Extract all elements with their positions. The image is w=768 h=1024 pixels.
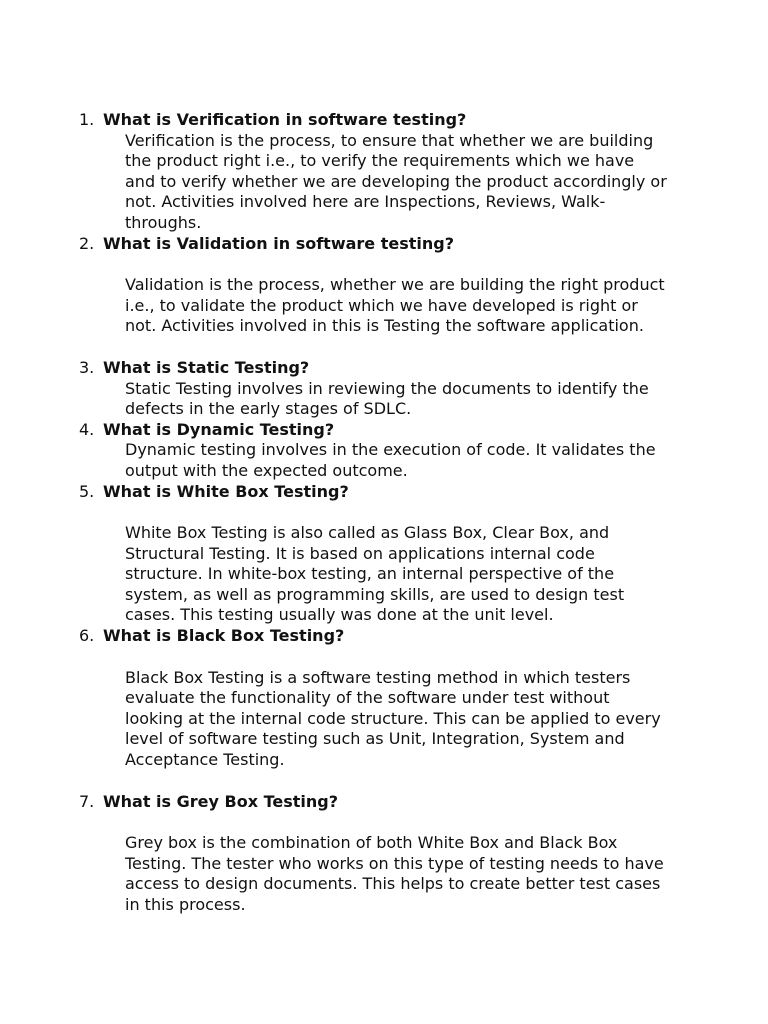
- item-number: 1.: [79, 110, 95, 129]
- answer-text: Grey box is the combination of both White Box and Black Box Testing. The tester who works on this type of testing needs to have access to design documents. This helps to create better test cases in this process.: [125, 833, 664, 914]
- faq-item-3: [0, 358, 768, 420]
- item-number: 3.: [79, 357, 95, 377]
- question-heading: What is Verification in software testing?: [103, 110, 467, 129]
- answer-text: Validation is the process, whether we are building the right product i.e., to validate the product which we have developed is right or not. Activities involved in this is Testing the software application.: [125, 275, 665, 336]
- question-heading: What is Static Testing?: [103, 357, 310, 377]
- answer-text: Dynamic testing involves in the execution of code. It validates the output with the expected outcome.: [125, 440, 656, 480]
- question-heading: What is White Box Testing?: [103, 481, 349, 501]
- item-number: 7.: [79, 791, 95, 811]
- faq-item-2: [0, 234, 768, 337]
- item-number: 5.: [79, 481, 95, 501]
- faq-item-6: [0, 626, 768, 771]
- document-page: [0, 110, 768, 916]
- answer-text: Verification is the process, to ensure that whether we are building the product right i.e., to verify the requirements which we have and to verify whether we are developing the product accordingly or not. Activities involved here are Inspections, Reviews, Walk- throughs.: [125, 130, 667, 232]
- answer-text: Static Testing involves in reviewing the documents to identify the defects in the early stages of SDLC.: [125, 378, 649, 419]
- item-number: 4.: [79, 419, 95, 439]
- item-number: 6.: [79, 626, 95, 646]
- faq-item-1: [0, 110, 768, 234]
- question-heading: What is Black Box Testing?: [103, 626, 345, 646]
- question-heading: What is Validation in software testing?: [103, 233, 454, 253]
- answer-text: Black Box Testing is a software testing method in which testers evaluate the functionality of the software under test without looking at the internal code structure. This can be applied to every level of software testing such as Unit, Integration, System and Acceptance Testing.: [125, 667, 661, 770]
- answer-text: White Box Testing is also called as Glass Box, Clear Box, and Structural Testing. It is based on applications internal code structure. In white-box testing, an internal perspective of the system, as well as programming skills, are used to design test cases. This testing usually was done at the unit level.: [125, 523, 625, 625]
- question-heading: What is Dynamic Testing?: [103, 419, 335, 439]
- faq-item-7: [0, 792, 768, 916]
- item-number: 2.: [79, 233, 95, 253]
- faq-item-4: [0, 420, 768, 482]
- faq-item-5: [0, 482, 768, 627]
- question-heading: What is Grey Box Testing?: [103, 791, 339, 811]
